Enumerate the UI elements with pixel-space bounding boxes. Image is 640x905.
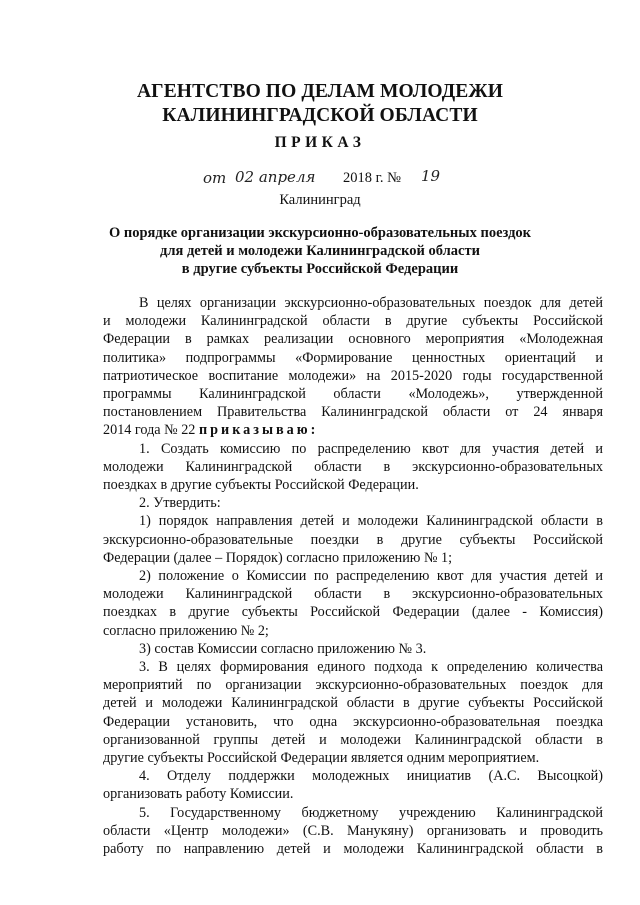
body-line: программы Калининградской области «Молодежь», утвержденной	[103, 386, 603, 403]
item-3-line: 3. В целях формирования единого подхода к определению количества	[139, 659, 603, 676]
item-3-line: Федерации установить, что одна экскурсионно-образовательная поездка	[103, 713, 603, 730]
agency-name-line-2: КАЛИНИНГРАДСКОЙ ОБЛАСТИ	[162, 105, 478, 126]
order-keyword: приказываю:	[198, 422, 319, 439]
agency-name-line-1: АГЕНТСТВО ПО ДЕЛАМ МОЛОДЕЖИ	[137, 81, 503, 102]
item-2-2-line: молодежи Калининградской области в экскурсионно-образовательных	[103, 586, 603, 603]
item-2-2-line: поездках в другие субъекты Российской Федерации (далее - Комиссия)	[103, 604, 603, 621]
item-5-line: 5. Государственному бюджетному учреждению Калининградской	[139, 804, 603, 821]
item-4-line: организовать работу Комиссии.	[103, 786, 294, 803]
item-5-line: работу по направлению детей и молодежи Калининградской области в	[103, 841, 603, 858]
handwritten-prefix: от	[203, 169, 227, 187]
item-1-line: молодежи Калининградской области в экскурсионно-образовательных	[103, 458, 603, 475]
body-line: В целях организации экскурсионно-образовательных поездок для детей	[139, 295, 603, 311]
intro-last-text: 2014 года № 22	[103, 422, 199, 439]
subject-line-3: в другие субъекты Российской Федерации	[181, 261, 459, 277]
body-line	[103, 421, 603, 439]
order-body	[103, 294, 603, 858]
body-line: и молодежи Калининградской области в другие субъекты Российской	[103, 313, 603, 330]
item-3-line: организованной группы детей и молодежи Калининградской области в	[103, 731, 603, 748]
item-5-line: области «Центр молодежи» (С.В. Манукяну) организовать и проводить	[103, 822, 603, 839]
item-2-1-line: 1) порядок направления детей и молодежи Калининградской области в	[139, 513, 603, 530]
city: Калининград	[279, 192, 361, 208]
item-1-line: 1. Создать комиссию по распределению квот для участия детей и	[139, 440, 603, 457]
order-title: ПРИКАЗ	[274, 134, 366, 151]
item-2: 2. Утвердить:	[139, 495, 221, 512]
handwritten-date: 02 апреля	[235, 168, 316, 186]
item-4-line: 4. Отделу поддержки молодежных инициатив (А.С. Высоцкой)	[139, 768, 603, 785]
item-2-3: 3) состав Комиссии согласно приложению № 3.	[139, 640, 427, 657]
item-3-line: мероприятий по организации экскурсионно-образовательных поездок для	[103, 677, 603, 694]
handwritten-order-number: 19	[421, 167, 441, 185]
body-line: постановлением Правительства Калининградской области от 24 января	[103, 404, 603, 421]
item-2-1-line: Федерации (далее – Порядок) согласно приложению № 1;	[103, 549, 453, 566]
item-2-2-line: согласно приложению № 2;	[103, 622, 269, 639]
item-3-line: детей и молодежи Калининградской области в другие субъекты Российской	[103, 695, 603, 712]
order-date-line	[0, 166, 640, 192]
item-2-1-line: экскурсионно-образовательные поездки в другие субъекты Российской	[103, 531, 603, 548]
body-line: политика» подпрограммы «Формирование ценностных ориентаций и	[103, 349, 603, 366]
item-3-line: другие субъекты Российской Федерации является одним мероприятием.	[103, 750, 540, 767]
body-line: Федерации в рамках реализации основного мероприятия «Молодежная	[103, 331, 603, 348]
subject-line-1: О порядке организации экскурсионно-образовательных поездок	[108, 225, 532, 241]
item-2-2-line: 2) положение о Комиссии по распределению квот для участия детей и	[139, 568, 603, 585]
subject-line-2: для детей и молодежи Калининградской области	[160, 243, 480, 259]
order-year-and-number-label: 2018 г. №	[343, 170, 402, 186]
body-line: патриотическое воспитание молодежи» на 2015-2020 годы государственной	[103, 367, 603, 384]
item-1-line: поездках в другие субъекты Российской Федерации.	[103, 477, 419, 494]
